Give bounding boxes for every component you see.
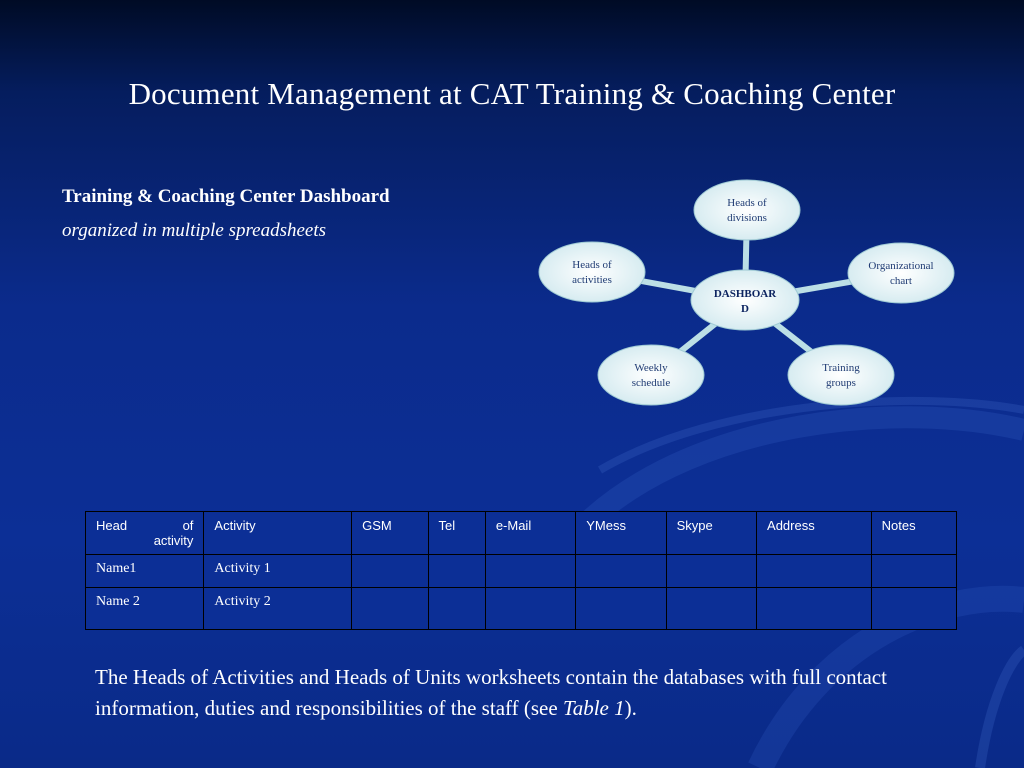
cell-head: Name 2: [86, 588, 204, 630]
header-head-line1: Head of: [96, 518, 194, 533]
cell-gsm: [352, 588, 428, 630]
header-ymess: YMess: [576, 512, 666, 555]
cell-ymess: [576, 588, 666, 630]
description-paragraph: [95, 662, 955, 724]
cell-notes: [871, 588, 956, 630]
cell-head: Name1: [86, 555, 204, 588]
header-skype: Skype: [666, 512, 756, 555]
node-weekly-schedule-line1: Weekly: [634, 362, 668, 374]
node-dashboard-line2: D: [741, 303, 749, 315]
node-organizational-chart[interactable]: [848, 243, 954, 303]
node-heads-of-divisions[interactable]: [694, 180, 800, 240]
node-organizational-chart-line2: chart: [890, 275, 912, 287]
node-dashboard-line1: DASHBOAR: [713, 288, 777, 300]
description-text-end: ).: [624, 696, 637, 720]
header-address: Address: [757, 512, 872, 555]
node-weekly-schedule[interactable]: [598, 345, 704, 405]
cell-address: [757, 555, 872, 588]
header-email: e-Mail: [485, 512, 575, 555]
cell-tel: [428, 555, 485, 588]
dashboard-subheading: organized in multiple spreadsheets: [62, 220, 327, 241]
node-heads-of-divisions-line2: divisions: [727, 212, 767, 224]
node-heads-of-divisions-line1: Heads of: [727, 197, 767, 209]
node-training-groups[interactable]: [788, 345, 894, 405]
dashboard-heading: Training & Coaching Center Dashboard: [62, 186, 390, 207]
node-dashboard-center[interactable]: [691, 270, 799, 330]
description-text: The Heads of Activities and Heads of Units worksheets contain the databases with full contact information, duties and responsibilities of the staff (see: [95, 665, 887, 720]
table-reference: Table 1: [562, 696, 625, 720]
table-row: [86, 555, 957, 588]
table-header-row: [86, 512, 957, 555]
node-training-groups-line1: Training: [822, 362, 860, 374]
cell-tel: [428, 588, 485, 630]
node-training-groups-line2: groups: [826, 377, 856, 389]
cell-ymess: [576, 555, 666, 588]
header-activity: Activity: [204, 512, 352, 555]
node-weekly-schedule-line2: schedule: [631, 377, 671, 389]
cell-email: [485, 555, 575, 588]
cell-skype: [666, 588, 756, 630]
cell-gsm: [352, 555, 428, 588]
dashboard-diagram: [530, 170, 970, 420]
node-heads-of-activities[interactable]: [539, 242, 645, 302]
cell-activity: Activity 2: [204, 588, 352, 630]
header-head-of-activity: [86, 512, 204, 555]
cell-notes: [871, 555, 956, 588]
slide-title: Document Management at CAT Training & Coaching Center: [128, 76, 896, 111]
cell-address: [757, 588, 872, 630]
cell-activity: Activity 1: [204, 555, 352, 588]
contacts-table: [85, 511, 957, 630]
cell-skype: [666, 555, 756, 588]
node-heads-of-activities-line2: activities: [572, 274, 612, 286]
header-gsm: GSM: [352, 512, 428, 555]
node-organizational-chart-line1: Organizational: [868, 260, 934, 272]
node-heads-of-activities-line1: Heads of: [572, 259, 612, 271]
header-head-line2: activity: [153, 533, 194, 548]
cell-email: [485, 588, 575, 630]
table-row: [86, 588, 957, 630]
header-notes: Notes: [871, 512, 956, 555]
header-tel: Tel: [428, 512, 485, 555]
